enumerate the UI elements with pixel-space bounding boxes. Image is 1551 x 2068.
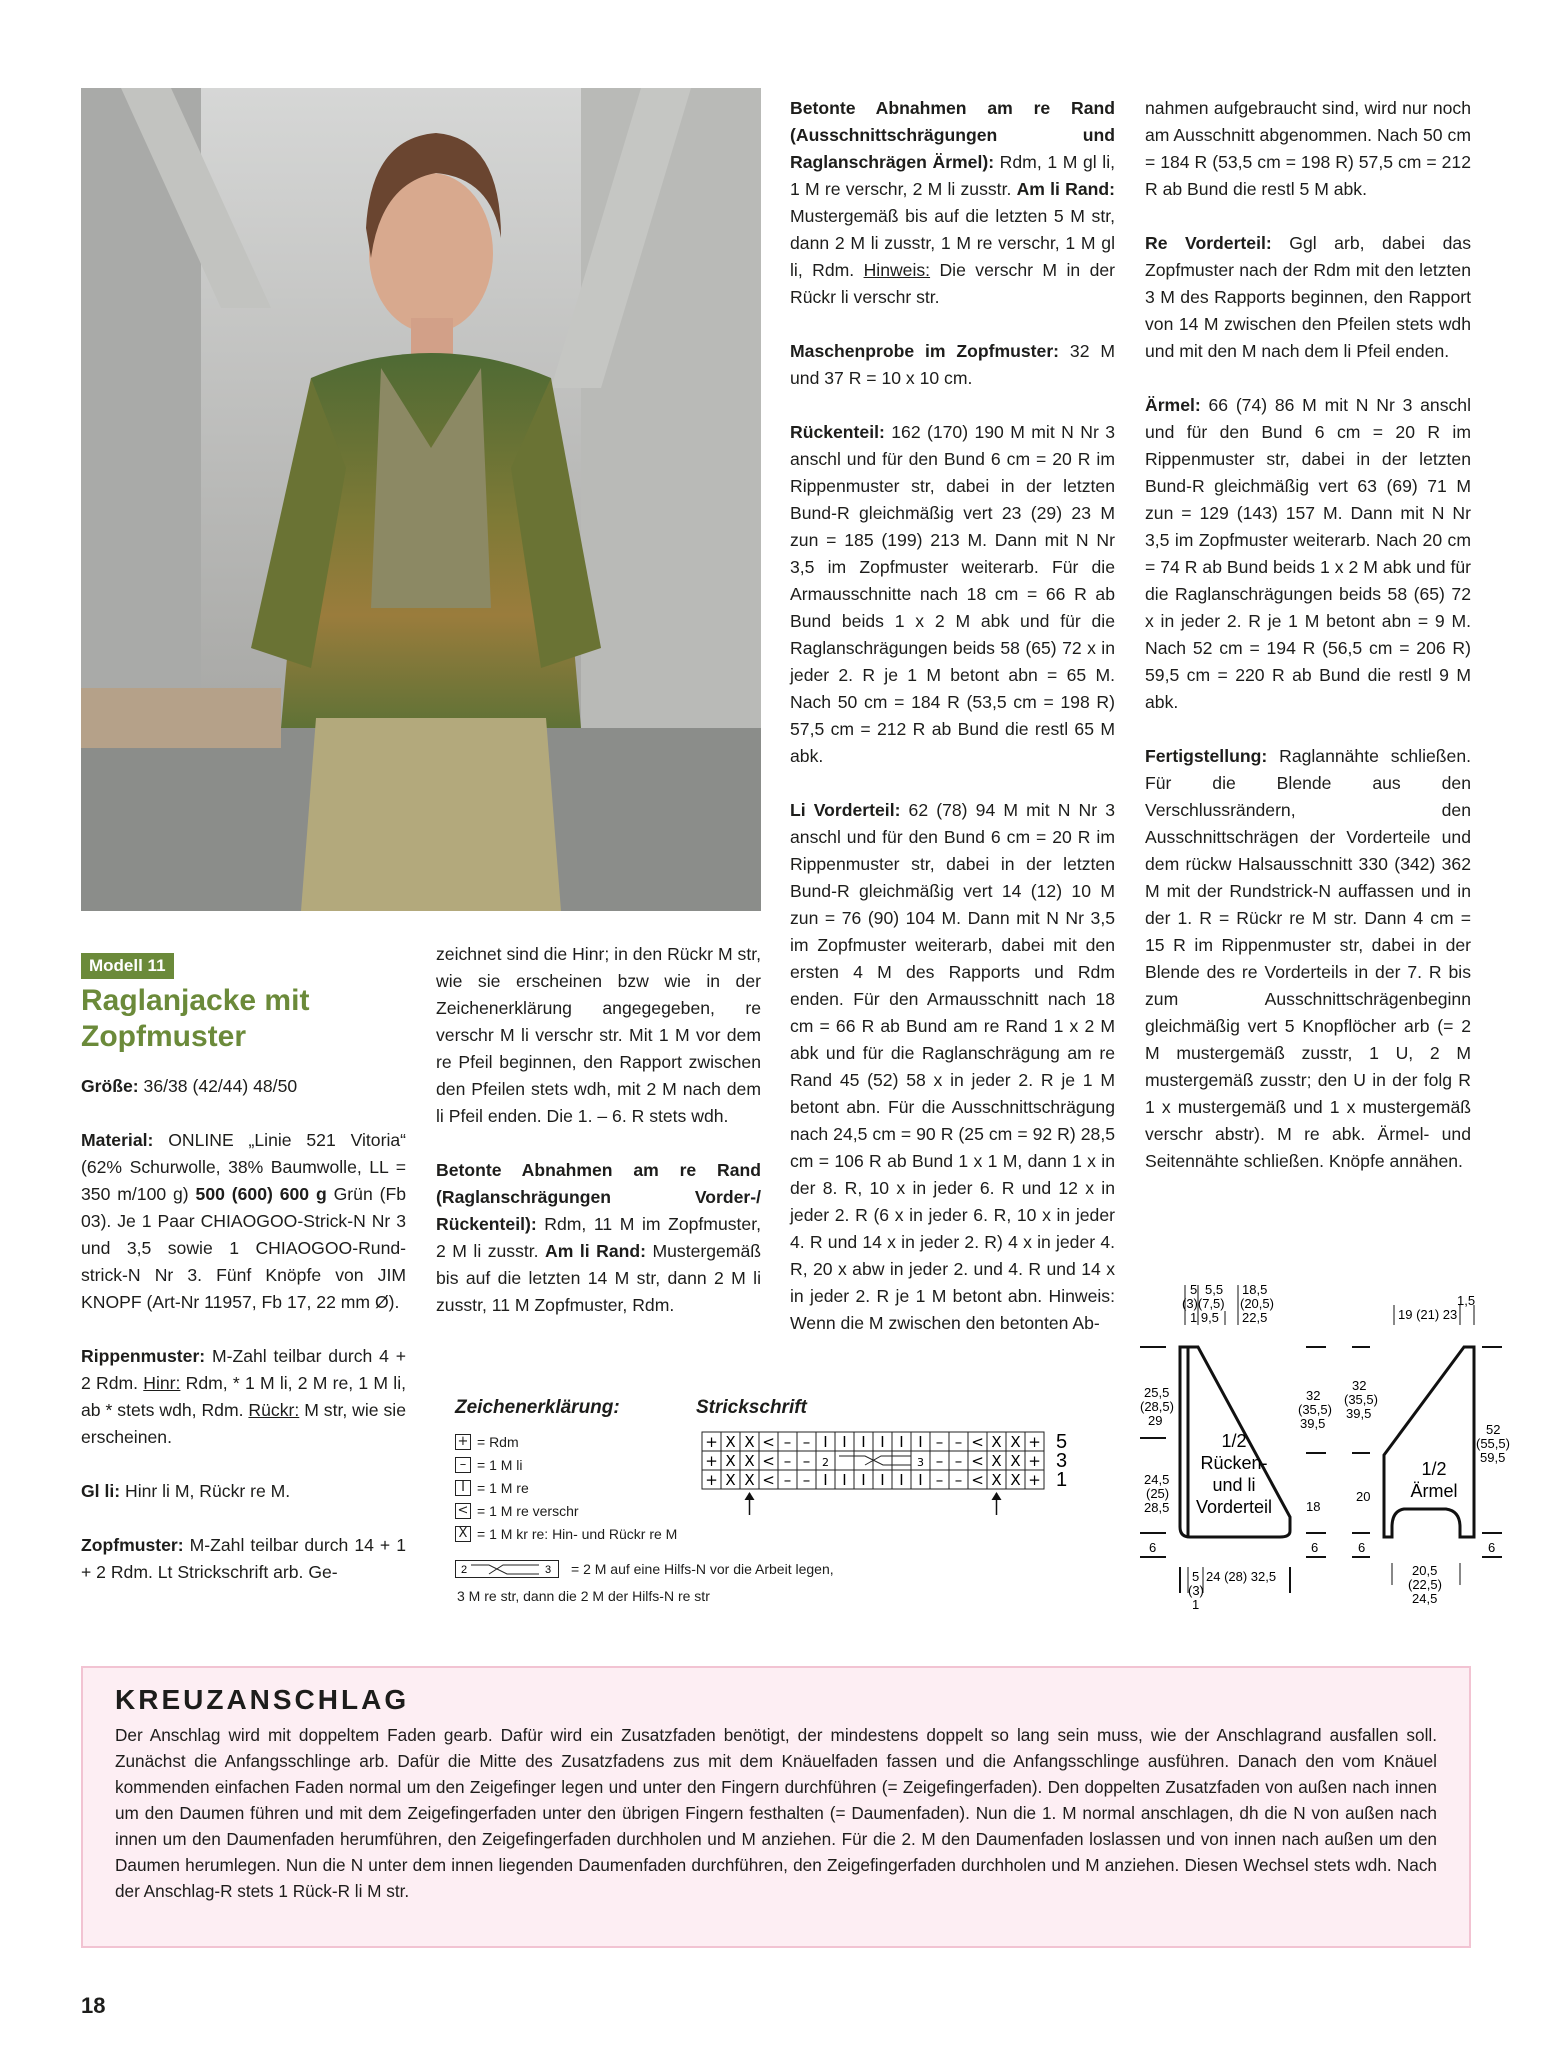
legend-symbol-icon: < [455,1503,471,1519]
decrease-neck-paragraph: Betonte Abnahmen am re Rand (Ausschnittschrägungen und Raglanschrägen Ärmel): Rdm, 1 M gl li, 1 M re verschr, 2 M li zusstr. Am li Rand: Mustergemäß bis auf die letzten 5 M str, dann 2 M li zusstr, 1 M re verschr, 1 M gl li, Rdm. Hinweis: Die verschr M in der Rückr li verschr str. [790,98,1115,307]
chart-symbol: < [762,1452,775,1470]
chart-symbol: I [842,1471,847,1489]
cable-legend-text-1: = 2 M auf eine Hilfs-N vor die Arbeit legen, [571,1561,834,1577]
chart-symbol: – [802,1452,811,1470]
chart-symbol: I [918,1471,923,1489]
material-paragraph: Material: ONLINE „Linie 521 Vitoria“ (62% Schurwolle, 38% Baumwolle, LL = 350 m/100 g) 500 (600) 600 g Grün (Fb 03). Je 1 Paar CHIAOGOO-Strick-N Nr 3 und 3,5 sowie 1 CHIAOGOO-Rund-strick-N Nr 3. Fünf Knöpfe von JIM KNOPF (Art-Nr 11957, Fb 17, 22 mm Ø). [81,1130,407,1312]
chart-symbol: – [935,1471,944,1489]
chart-symbol: < [762,1433,775,1451]
chart-symbol: I [823,1471,828,1489]
garment-schematic [1130,1275,1510,1615]
chart-symbol: I [842,1433,847,1451]
dim-sleeve-top: 19 (21) 23 [1398,1307,1458,1322]
gauge-paragraph: Maschenprobe im Zopfmuster: 32 M und 37 R = 10 x 10 cm. [790,341,1115,388]
pattern-title [81,983,406,1055]
dim-sleeve-b2: (22,5) [1408,1577,1442,1592]
size-paragraph: Größe: 36/38 (42/44) 48/50 [81,1076,298,1096]
chart-symbol: X [744,1452,755,1470]
column-4 [1145,95,1471,1202]
dim-sleeve-6: 6 [1358,1540,1366,1555]
chart-symbol: I [899,1433,904,1451]
chart-symbol: X [991,1433,1002,1451]
chart-symbol: X [725,1433,736,1451]
body-label-1: 1/2 [1221,1431,1247,1451]
right-front-paragraph: Re Vorderteil: Ggl arb, dabei das Zopfmuster nach der Rdm mit den letzten 3 M des Rapports beginnen, den Rapport von 14 M zwischen den Pfeilen stets wdh und mit den M nach dem li Pfeil enden. [1145,233,1471,361]
sleeve-label-1: 1/2 [1421,1459,1447,1479]
dim-mid-395: 39,5 [1300,1416,1326,1431]
dim-mid-18: 18 [1306,1499,1321,1514]
body-label-4: Vorderteil [1195,1497,1273,1517]
legend-text: = 1 M kr re: Hin- und Rückr re M [477,1526,678,1542]
dim-sleeve-b1: 20,5 [1412,1563,1438,1578]
chart-arrow-head [992,1492,1002,1500]
chart-symbol: < [971,1433,984,1451]
chart-symbol: X [725,1452,736,1470]
chart-instructions: zeichnet sind die Hinr; in den Rückr M str, wie sie erscheinen bzw wie in der Zeichenerklärung angegegeben, re verschr M li verschr str. Mit 1 M vor dem re Pfeil beginnen, den Rapport zwischen den Pfeilen stets wdh, mit 2 M nach dem li Pfeil enden. Die 1. – 6. R stets wdh. [436,944,761,1126]
model-number: Modell 11 [81,953,174,979]
body-label-2: Rücken- [1200,1453,1268,1473]
chart-symbol: – [783,1471,792,1489]
chart-symbol: I [899,1471,904,1489]
chart-symbol: X [991,1471,1002,1489]
dim-left-6: 6 [1149,1540,1157,1555]
legend-symbol-icon: – [455,1457,471,1473]
dim-top-19: 1 9,5 [1190,1310,1219,1325]
chart-symbol: + [705,1452,718,1470]
chart-symbol: + [1028,1471,1041,1489]
dim-top-37: (3)(7,5) [1182,1296,1225,1311]
chart-title: Strickschrift [696,1397,807,1418]
legend-item [455,1454,523,1476]
sleeve-paragraph: Ärmel: 66 (74) 86 M mit N Nr 3 anschl und für den Bund 6 cm = 20 R im Rippenmuster str, dabei in der letzten Bund-R gleichmäßig vert 63 (69) 71 M zun = 129 (143) 157 M. Dann mit N Nr 3,5 im Zopfmuster weiterarb. Nach 20 cm = 74 R ab Bund beids 1 x 2 M abk und für die Raglanschrägungen beids 58 (65) 72 x in jeder 2. R je 1 M betont abn = 9 M. Nach 52 cm = 194 R (56,5 cm = 206 R) 59,5 cm = 220 R ab Bund die restl 9 M abk. [1145,395,1471,712]
legend-text: = 1 M re verschr [477,1503,579,1519]
chart-symbol: – [954,1433,963,1451]
model-badge [81,952,406,979]
column-3 [790,95,1115,1364]
dim-top-225: 22,5 [1242,1310,1268,1325]
chart-symbol: – [935,1433,944,1451]
sleeve-piece [1360,1347,1474,1537]
legend-cable [455,1560,834,1578]
dim-top-55: 5,5 [1205,1282,1224,1297]
legend-item [455,1500,579,1522]
chart-symbol: – [783,1452,792,1470]
body-piece [1180,1305,1290,1541]
dim-sleeve-6r: 6 [1488,1540,1496,1555]
legend-symbol-icon: I [455,1480,471,1496]
dim-sleeve-b3: 24,5 [1412,1591,1438,1606]
dim-sleeve-555: (55,5) [1476,1436,1510,1451]
dim-left-285b: 28,5 [1144,1500,1170,1515]
chart-symbol: – [802,1433,811,1451]
dim-sleeve-15: 1,5 [1457,1293,1476,1308]
column-1 [81,952,406,1613]
dim-sleeve-595: 59,5 [1480,1450,1506,1465]
chart-symbol: + [1028,1433,1041,1451]
chart-symbol: X [744,1471,755,1489]
page-number: 18 [81,1993,106,2018]
chart-symbol: 2 [822,1456,829,1469]
column-2 [436,941,761,1346]
chart-symbol: + [705,1433,718,1451]
chart-row-label: 1 [1056,1469,1068,1491]
dim-top-185: 18,5 [1242,1282,1268,1297]
chart-symbol: X [725,1471,736,1489]
chart-symbol: X [744,1433,755,1451]
pattern-title-line-2: Zopfmuster [81,1020,246,1053]
chart-row-label: 5 [1056,1431,1068,1453]
dim-bottom-3: (3) [1188,1583,1204,1598]
dim-left-29: 29 [1148,1413,1163,1428]
legend-item [455,1431,519,1453]
dim-top-205: (20,5) [1240,1296,1274,1311]
chart-cell [835,1451,854,1470]
chart-cell [892,1451,911,1470]
cable-num-left: 2 [461,1564,468,1576]
chart-symbol: X [1010,1452,1021,1470]
cable-num-right: 3 [545,1564,552,1576]
chart-symbol: I [823,1433,828,1451]
cable-pattern-paragraph: Zopfmuster: M-Zahl teilbar durch 14 + 1 + 2 Rdm. Lt Strickschrift arb. Ge- [81,1535,406,1582]
dim-mid-32: 32 [1306,1388,1321,1403]
chart-row-label: 3 [1056,1450,1068,1472]
chart-symbol: – [802,1471,811,1489]
chart-symbol: I [861,1433,866,1451]
chart-symbol: – [783,1433,792,1451]
decrease-body-paragraph: Betonte Abnahmen am re Rand (Raglanschrägungen Vorder-/ Rückenteil): Rdm, 11 M im Zopfmuster, 2 M li zusstr. Am li Rand: Mustergemäß bis auf die letzten 14 M str, dann 2 M li zusstr, 11 M Zopfmuster, Rdm. [436,1160,761,1315]
dim-left-255: 25,5 [1144,1385,1170,1400]
chart-symbol: + [1028,1452,1041,1470]
model-photo [81,88,761,911]
legend-text: = 1 M li [477,1457,523,1473]
info-box-title: KREUZANSCHLAG [115,1684,410,1715]
back-paragraph: Rückenteil: 162 (170) 190 M mit N Nr 3 anschl und für den Bund 6 cm = 20 R im Rippenmuster str, dabei in der letzten Bund-R gleichmäßig vert 23 (29) 23 M zun = 185 (199) 213 M. Dann mit N Nr 3,5 im Zopfmuster weiterarb. Für die Armausschnitte nach 18 cm = 66 R ab Bund beids 1 x 2 M abk und für die Raglanschrägungen beids 58 (65) 72 x in jeder 2. R je 1 M betont abn = 65 M. Nach 50 cm = 184 R (53,5 cm = 198 R) 57,5 cm = 212 R ab Bund die restl 65 M abk. [790,422,1115,766]
chart-cell [873,1451,892,1470]
dim-mid-355: (35,5) [1298,1402,1332,1417]
dim-mid-6: 6 [1311,1540,1319,1555]
sleeve-outline [1384,1347,1474,1537]
chart-symbol: < [971,1471,984,1489]
legend-symbol-icon: + [455,1434,471,1450]
chart-symbol: < [971,1452,984,1470]
legend-symbol-icon: X [455,1526,471,1542]
chart-arrow-head [745,1492,755,1500]
dim-sleeve-395: 39,5 [1346,1406,1372,1421]
left-front-paragraph: Li Vorderteil: 62 (78) 94 M mit N Nr 3 anschl und für den Bund 6 cm = 20 R im Rippenmuster str, dabei in der letzten Bund-R gleichmäßig vert 14 (12) 10 M zun = 76 (90) 104 M. Dann mit N Nr 3,5 im Zopfmuster weiterarb, dabei mit den ersten 4 M des Rapports und Rdm enden. Für den Armausschnitt nach 18 cm = 66 R ab Bund am re Rand 1 x 2 M abk und für die Raglanschrägung am re Rand 45 (52) 58 x in jeder 2. R je 1 M betont abn. Für die Ausschnittschrägung nach 24,5 cm = 90 R (25 cm = 92 R) 28,5 cm = 106 R ab Bund 1 x 1 M, dann 1 x in der 8. R, 10 x in jeder 6. R und 12 x in jeder 2. R (6 x in jeder 6. R, 10 x in jeder 4. R und 14 x in jeder 2. R) 4 x in jeder 4. R, 20 x abw in jeder 2. und 4. R und 14 x in jeder 2. R je 1 M betont abn. Hinweis: Wenn die M zwischen den betonten Ab- [790,800,1115,1333]
chart-symbol: + [705,1471,718,1489]
dim-sleeve-20: 20 [1356,1489,1371,1504]
cable-symbol-icon [455,1560,559,1578]
dim-bottom-width: 24 (28) 32,5 [1206,1569,1277,1584]
legend-item [455,1477,529,1499]
knitting-chart [700,1428,1100,1528]
chart-symbol: – [954,1471,963,1489]
chart-symbol: – [935,1452,944,1470]
chart-symbol: I [918,1433,923,1451]
dim-top-5: 5 [1190,1282,1198,1297]
info-box-kreuzanschlag [81,1666,1471,1948]
chart-cell [854,1451,873,1470]
rib-pattern-paragraph: Rippenmuster: M-Zahl teilbar durch 4 + 2 Rdm. Hinr: Rdm, * 1 M li, 2 M re, 1 M li, ab * stets wdh, Rdm. Rückr: M str, wie sie erscheinen. [81,1346,406,1447]
cable-legend-text-2: 3 M re str, dann die 2 M der Hilfs-N re str [457,1588,710,1604]
dim-bottom-1: 1 [1192,1597,1200,1612]
chart-symbol: X [1010,1433,1021,1451]
chart-symbol: X [1010,1471,1021,1489]
chart-symbol: – [954,1452,963,1470]
reverse-stockinette-paragraph: Gl li: Hinr li M, Rückr re M. [81,1481,291,1501]
chart-symbol: I [880,1433,885,1451]
finishing-paragraph: Fertigstellung: Raglannähte schließen. Für die Blende aus den Verschlussrändern, den Ausschnittschrägen der Vorderteile und dem rückw Halsausschnitt 330 (342) 362 M mit der Rundstrick-N auffassen und in der 1. R = Rückr re M str. Dann 4 cm = 15 R im Rippenmuster str, dabei in der Blende des re Vorderteils in der 7. R bis zum Ausschnittschrägenbeginn gleichmäßig vert 5 Knopflöcher arb (= 2 M mustergemäß zusstr, 1 U, 2 M mustergemäß zusstr; den U in der folg R 1 x mustergemäß und 1 x mustergemäß verschr abstr). M re abk. Ärmel- und Seitennähte schließen. Knöpfe annähen. [1145,746,1471,1171]
chart-symbol: I [861,1471,866,1489]
legend-text: = Rdm [477,1434,519,1450]
info-box-text: Der Anschlag wird mit doppeltem Faden gearb. Dafür wird ein Zusatzfaden benötigt, der mindestens doppelt so lang sein muss, wie der Anschlagrand ausfallen soll. Zunächst die Anfangsschlinge arb. Dafür die Mitte des Zusatzfadens zus mit dem Knäuelfaden fassen und die Anfangsschlinge ausführen. Danach den vom Knäuel kommenden einfachen Faden normal um den Zeigefinger legen und unter den Fingern durchführen (= Zeigefingerfaden). Den doppelten Zusatzfaden von außen nach innen um den Daumen führen und mit dem Zeigefingerfaden unter den übrigen Fingern festhalten (= Daumenfaden). Nun die 1. M normal anschlagen, dh die N von außen nach innen um den Daumenfaden herumführen, den Zeigefingerfaden durchholen und M anziehen. Für die 2. M den Daumenfaden loslassen und von innen nach außen um den Daumen herumlegen. Nun die N unter dem innen liegenden Daumenfaden durchführen, den Zeigefingerfaden durchholen und M anziehen. Diesen Wechsel stets wdh. Nach der Anschlag-R stets 1 Rück-R li M str. [115,1725,1437,1901]
dim-left-25: (25) [1146,1486,1170,1501]
dim-left-285: (28,5) [1140,1399,1174,1414]
pattern-title-line-1: Raglanjacke mit [81,984,310,1017]
chart-symbol: < [762,1471,775,1489]
chart-symbol: X [991,1452,1002,1470]
dim-sleeve-32: 32 [1352,1378,1367,1393]
dim-left-245: 24,5 [1144,1472,1170,1487]
dim-sleeve-52: 52 [1486,1422,1501,1437]
sleeve-label-2: Ärmel [1410,1481,1458,1501]
dim-bottom-5: 5 [1192,1569,1200,1584]
dim-sleeve-355: (35,5) [1344,1392,1378,1407]
legend-title: Zeichenerklärung: [455,1397,620,1418]
left-front-continued: nahmen aufgebraucht sind, wird nur noch am Ausschnitt abgenommen. Nach 50 cm = 184 R (53,5 cm = 198 R) 57,5 cm = 212 R ab Bund die restl 5 M abk. [1145,98,1471,199]
chart-symbol: I [880,1471,885,1489]
legend-item [455,1523,677,1545]
legend-text: = 1 M re [477,1480,529,1496]
chart-symbol: 3 [917,1456,924,1469]
body-label-3: und li [1212,1475,1256,1495]
